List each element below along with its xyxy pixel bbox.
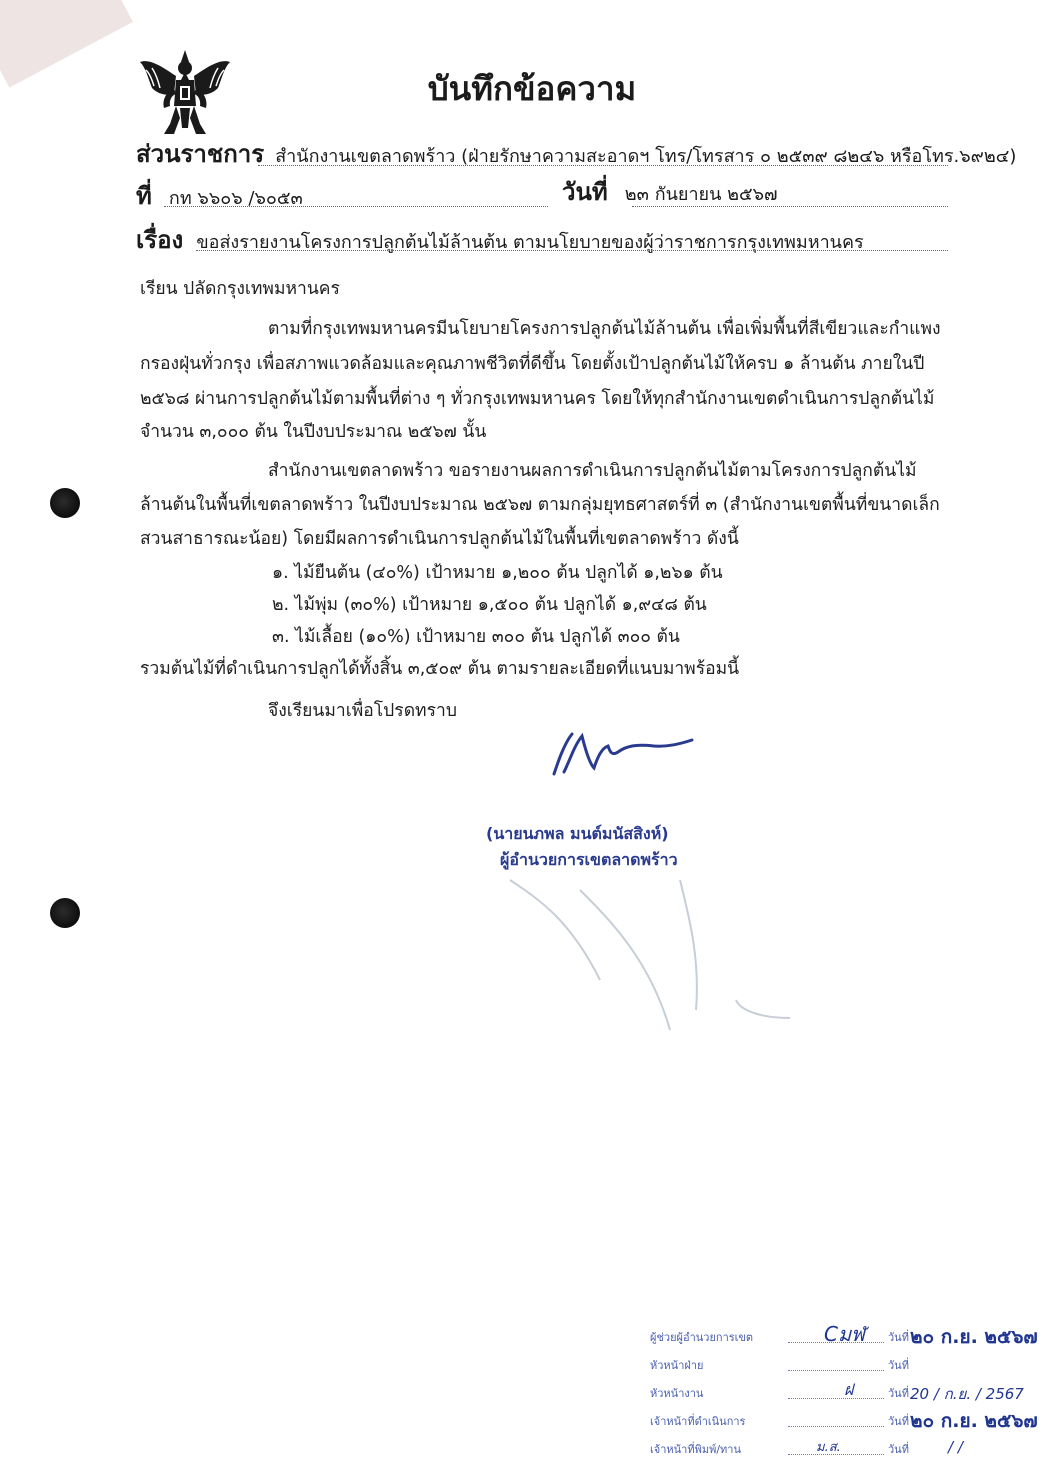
- stamp-row-date: 20 / ก.ย. / 2567: [910, 1385, 1024, 1403]
- para1-line: ๒๕๖๘ ผ่านการปลูกต้นไม้ตามพื้นที่ต่าง ๆ ทั่วกรุงเทพมหานคร โดยให้ทุกสำนักงานเขตดำเนินการปลูกต้นไม้: [140, 389, 935, 409]
- ref-value: กท ๖๖๐๖ /๖๐๕๓: [168, 188, 303, 209]
- summary-line: รวมต้นไม้ที่ดำเนินการปลูกได้ทั้งสิ้น ๓,๕๐๙ ต้น ตามรายละเอียดที่แนบมาพร้อมนี้: [140, 659, 740, 679]
- result-list-item: ๒. ไม้พุ่ม (๓๐%) เป้าหมาย ๑,๕๐๐ ต้น ปลูกได้ ๑,๙๔๘ ต้น: [272, 595, 707, 615]
- approval-stamp: [648, 1318, 1048, 1466]
- result-list-item: ๑. ไม้ยืนต้น (๔๐%) เป้าหมาย ๑,๒๐๐ ต้น ปลูกได้ ๑,๒๖๑ ต้น: [272, 563, 723, 583]
- director-title: ผู้อำนวยการเขตลาดพร้าว: [500, 850, 678, 869]
- salutation: เรียน ปลัดกรุงเทพมหานคร: [140, 279, 340, 299]
- stamp-row: [648, 1434, 1048, 1460]
- stamp-date-label: วันที่: [888, 1331, 909, 1344]
- stamp-dotted-line: [788, 1398, 884, 1399]
- punch-hole-top: [50, 488, 80, 518]
- stamp-row: [648, 1322, 1048, 1348]
- date-label: วันที่: [562, 178, 608, 206]
- closing-line: จึงเรียนมาเพื่อโปรดทราบ: [268, 701, 457, 721]
- agency-row: [136, 134, 1016, 173]
- para2-line: ล้านต้นในพื้นที่เขตลาดพร้าว ในปีงบประมาณ ๒๕๖๗ ตามกลุ่มยุทธศาสตร์ที่ ๓ (สำนักงานเขตพื้นที่ขนาดเล็ก: [140, 495, 940, 515]
- subject-dotted-line: [196, 250, 948, 251]
- result-list-item: ๓. ไม้เลื้อย (๑๐%) เป้าหมาย ๓๐๐ ต้น ปลูกได้ ๓๐๐ ต้น: [272, 627, 680, 647]
- stamp-row-signature: ฝ: [844, 1380, 854, 1399]
- date-dotted-line: [632, 206, 948, 207]
- stamp-row-label: หัวหน้าฝ่าย: [650, 1359, 704, 1372]
- stamp-row: [648, 1406, 1048, 1432]
- stamp-row-label: ผู้ช่วยผู้อำนวยการเขต: [650, 1331, 754, 1344]
- stamp-date-label: วันที่: [888, 1415, 909, 1428]
- show-through-marks: [500, 860, 820, 1040]
- stamp-row-label: หัวหน้างาน: [650, 1387, 704, 1400]
- ref-dotted-line: [164, 206, 548, 207]
- agency-label: ส่วนราชการ: [136, 140, 265, 168]
- para2-line: สำนักงานเขตลาดพร้าว ขอรายงานผลการดำเนินการปลูกต้นไม้ตามโครงการปลูกต้นไม้: [268, 461, 917, 481]
- agency-dotted-line: [258, 165, 948, 166]
- stamp-row: [648, 1378, 1048, 1404]
- subject-row: [136, 220, 864, 259]
- stamp-row-date: ๒๐ ก.ย. ๒๕๖๗: [910, 1410, 1038, 1432]
- para2-line: สวนสาธารณะน้อย) โดยมีผลการดำเนินการปลูกต้นไม้ในพื้นที่เขตลาดพร้าว ดังนี้: [140, 529, 739, 549]
- stamp-row-date: ๒๐ ก.ย. ๒๕๖๗: [910, 1326, 1038, 1348]
- subject-label: เรื่อง: [136, 226, 184, 254]
- para1-line: จำนวน ๓,๐๐๐ ต้น ในปีงบประมาณ ๒๕๖๗ นั้น: [140, 422, 487, 442]
- director-signature-icon: [546, 722, 696, 782]
- stamp-row-date: / /: [948, 1438, 963, 1456]
- punch-hole-bottom: [50, 898, 80, 928]
- stamp-date-label: วันที่: [888, 1387, 909, 1400]
- agency-value: สำนักงานเขตลาดพร้าว (ฝ่ายรักษาความสะอาดฯ โทร/โทรสาร ๐ ๒๕๓๙ ๘๒๔๖ หรือโทร.๖๙๒๔): [275, 146, 1017, 167]
- stamp-date-label: วันที่: [888, 1359, 909, 1372]
- para1-line: กรองฝุ่นทั่วกรุง เพื่อสภาพแวดล้อมและคุณภาพชีวิตที่ดีขึ้น โดยตั้งเป้าปลูกต้นไม้ให้ครบ ๑ ล้านต้น ภายในปี: [140, 354, 925, 374]
- stamp-row-label: เจ้าหน้าที่พิมพ์/ทาน: [650, 1443, 741, 1456]
- stamp-dotted-line: [788, 1370, 884, 1371]
- stamp-dotted-line: [788, 1426, 884, 1427]
- stamp-date-label: วันที่: [888, 1443, 909, 1456]
- para1-line: ตามที่กรุงเทพมหานครมีนโยบายโครงการปลูกต้นไม้ล้านต้น เพื่อเพิ่มพื้นที่สีเขียวและกำแพง: [268, 319, 941, 339]
- stamp-row-signature: ม.ส.: [816, 1440, 841, 1455]
- memo-title: บันทึกข้อความ: [427, 69, 637, 108]
- subject-value: ขอส่งรายงานโครงการปลูกต้นไม้ล้านต้น ตามนโยบายของผู้ว่าราชการกรุงเทพมหานคร: [196, 232, 864, 253]
- date-value: ๒๓ กันยายน ๒๕๖๗: [624, 184, 778, 205]
- stamp-row-label: เจ้าหน้าที่ดำเนินการ: [650, 1415, 746, 1428]
- ref-row: [136, 176, 303, 215]
- stamp-row: [648, 1350, 1048, 1376]
- ref-label: ที่: [136, 182, 152, 210]
- director-name: (นายนภพล มนต์มนัสสิงห์): [486, 824, 669, 843]
- stamp-row-signature: Cมฬ: [824, 1322, 865, 1346]
